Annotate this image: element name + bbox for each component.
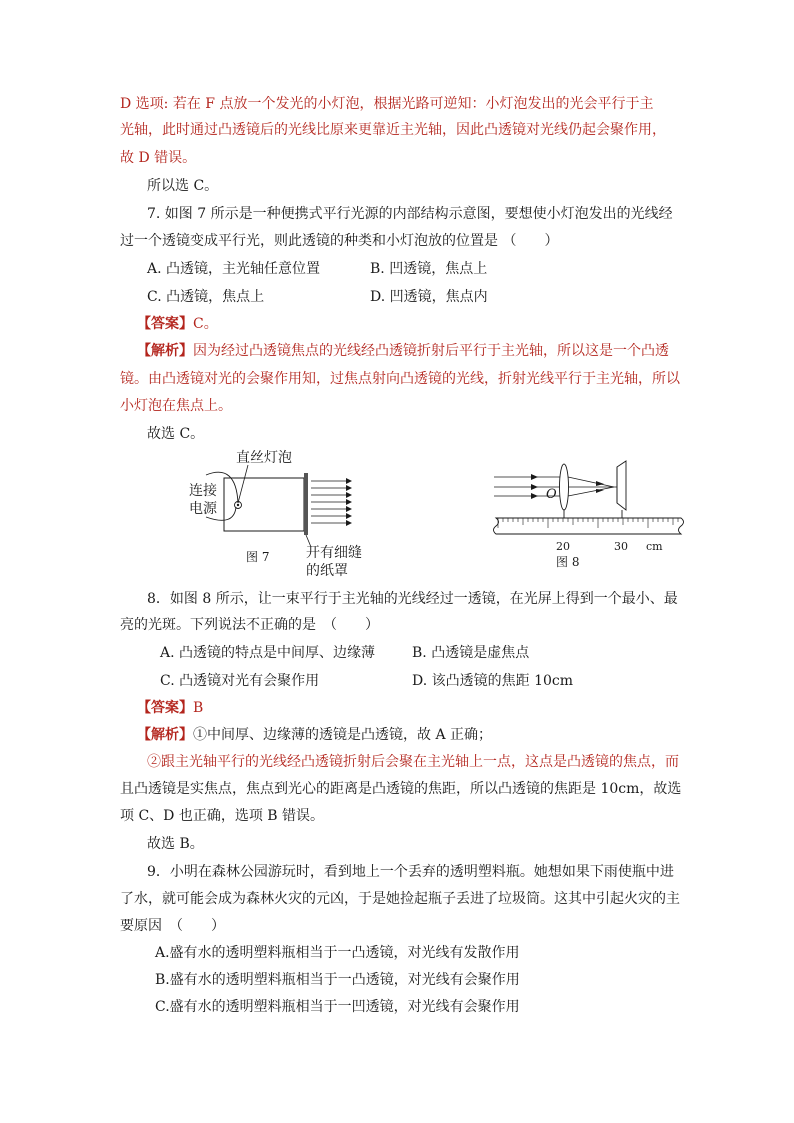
q8-conclusion: 故选 B。: [147, 836, 204, 852]
q8-option-b: B. 凸透镜是虚焦点: [412, 645, 530, 661]
figure8-refracted-arrow-top: [596, 481, 604, 486]
figure8-convex-lens: [560, 464, 569, 510]
q8-option-d: D. 该凸透镜的焦距 10cm: [412, 673, 574, 689]
q8-analysis-line-4: 项 C、D 也正确，选项 B 错误。: [120, 808, 325, 824]
q8-option-c: C. 凸透镜对光有会聚作用: [160, 673, 320, 689]
q9-stem-line-2: 了水，就可能会成为森林火灾的元凶，于是她捡起瓶子丢进了垃圾筒。这其中引起火灾的主: [120, 891, 680, 907]
figure7-caption: 图 7: [246, 550, 270, 564]
figure7-power-label-1: 连接: [189, 483, 217, 499]
q8-option-a: A. 凸透镜的特点是中间厚、边缘薄: [160, 645, 376, 661]
q8-analysis-line-2: ②跟主光轴平行的光线经凸透镜折射后会聚在主光轴上一点，这点是凸透镜的焦点，而: [147, 754, 679, 770]
q7-option-b: B. 凹透镜，焦点上: [370, 261, 488, 277]
q7-answer-label: 【答案】: [137, 316, 193, 332]
q8-stem-line-2: 亮的光斑。下列说法不正确的是 （ ）: [120, 617, 379, 633]
figure8-arrow-bottom: [531, 493, 538, 499]
q9-option-b: B.盛有水的透明塑料瓶相当于一凸透镜，对光线有会聚作用: [155, 972, 520, 988]
figure8-refracted-arrow-bottom: [596, 489, 604, 493]
q8-stem-line-1: 8．如图 8 所示，让一束平行于主光轴的光线经过一透镜，在光屏上得到一个最小、最: [147, 591, 678, 607]
q7-analysis-text-1: 因为经过凸透镜焦点的光线经凸透镜折射后平行于主光轴，所以这是一个凸透: [193, 343, 669, 359]
q8-analysis-label: 【解析】: [137, 727, 193, 743]
figure8-optical-bench: [494, 518, 684, 534]
figure7-power-label-2: 电源: [189, 501, 217, 517]
q7-option-c: C. 凸透镜，焦点上: [147, 289, 265, 305]
q7-analysis-line-1: [137, 341, 669, 361]
q9-stem-line-3: 要原因 （ ）: [120, 918, 225, 934]
q7-option-a: A. 凸透镜，主光轴任意位置: [147, 261, 321, 277]
q6-analysis-line-1: D 选项: 若在 F 点放一个发光的小灯泡，根据光路可逆知：小灯泡发出的光会平行于主: [120, 96, 654, 112]
figure7-paper-cover: [304, 473, 308, 535]
q7-stem-line-1: 7. 如图 7 所示是一种便携式平行光源的内部结构示意图，要想使小灯泡发出的光线经: [147, 206, 673, 222]
q6-conclusion: 所以选 C。: [147, 178, 219, 194]
q8-analysis-text-1: ①中间厚、边缘薄的透镜是凸透镜，故 A 正确；: [193, 727, 493, 743]
figure8-tick-30: 30: [614, 540, 628, 553]
q6-analysis-line-3: 故 D 错误。: [120, 150, 197, 166]
q9-stem-line-1: 9．小明在森林公园游玩时，看到地上一个丢弃的透明塑料瓶。她想如果下雨使瓶中进: [147, 864, 674, 880]
figure8-refracted-ray-bottom: [568, 487, 614, 496]
figure8-caption: 图 8: [556, 555, 580, 569]
figure7-parallel-rays: [311, 481, 346, 523]
q7-answer: [137, 314, 218, 334]
q7-analysis-line-2: 镜。由凸透镜对光的会聚作用知，过焦点射向凸透镜的光线，折射光线平行于主光轴，所以: [120, 371, 680, 387]
figure7-bulb-label: 直丝灯泡: [236, 450, 292, 466]
q6-analysis-line-2: 光轴，此时通过凸透镜后的光线比原来更靠近主光轴，因此凸透镜对光线仍起会聚作用，: [120, 122, 666, 138]
figure7-arrowheads: [346, 478, 352, 526]
figure8-optical-center-label: O: [546, 487, 557, 502]
figure7-filament: [237, 504, 239, 506]
q9-option-a: A.盛有水的透明塑料瓶相当于一凸透镜，对光线有发散作用: [155, 945, 520, 961]
q9-option-c: C.盛有水的透明塑料瓶相当于一凹透镜，对光线有会聚作用: [155, 999, 520, 1015]
figure8-refracted-ray-top: [568, 477, 614, 487]
figure8-light-screen: [617, 461, 626, 510]
q8-analysis-line-3: 且凸透镜是实焦点，焦点到光心的距离是凸透镜的焦距，所以凸透镜的焦距是 10cm，故选: [120, 781, 682, 797]
figure8-tick-20: 20: [556, 540, 570, 553]
figure7-housing: [224, 478, 304, 531]
figure7-bulb-pointer: [238, 465, 248, 503]
figure8-arrow-top: [531, 474, 538, 480]
figure7-slit-label-2: 的纸罩: [306, 563, 348, 579]
figure-8: [486, 458, 691, 573]
q7-answer-value: C。: [193, 316, 218, 332]
q7-analysis-line-3: 小灯泡在焦点上。: [120, 398, 232, 414]
figure8-unit: cm: [646, 540, 663, 553]
q8-answer: [137, 698, 203, 718]
q8-answer-label: 【答案】: [137, 700, 193, 716]
q8-analysis-line-1: [137, 725, 492, 745]
q7-conclusion: 故选 C。: [147, 426, 205, 442]
q7-option-d: D. 凹透镜，焦点内: [370, 289, 488, 305]
q7-stem-line-2: 过一个透镜变成平行光，则此透镜的种类和小灯泡放的位置是 （ ）: [120, 233, 559, 249]
figure-7: [186, 445, 366, 580]
figure8-arrow-axis: [531, 484, 538, 490]
figure7-slit-label-1: 开有细缝: [306, 545, 362, 561]
q7-analysis-label: 【解析】: [137, 343, 193, 359]
q8-answer-value: B: [193, 700, 204, 716]
